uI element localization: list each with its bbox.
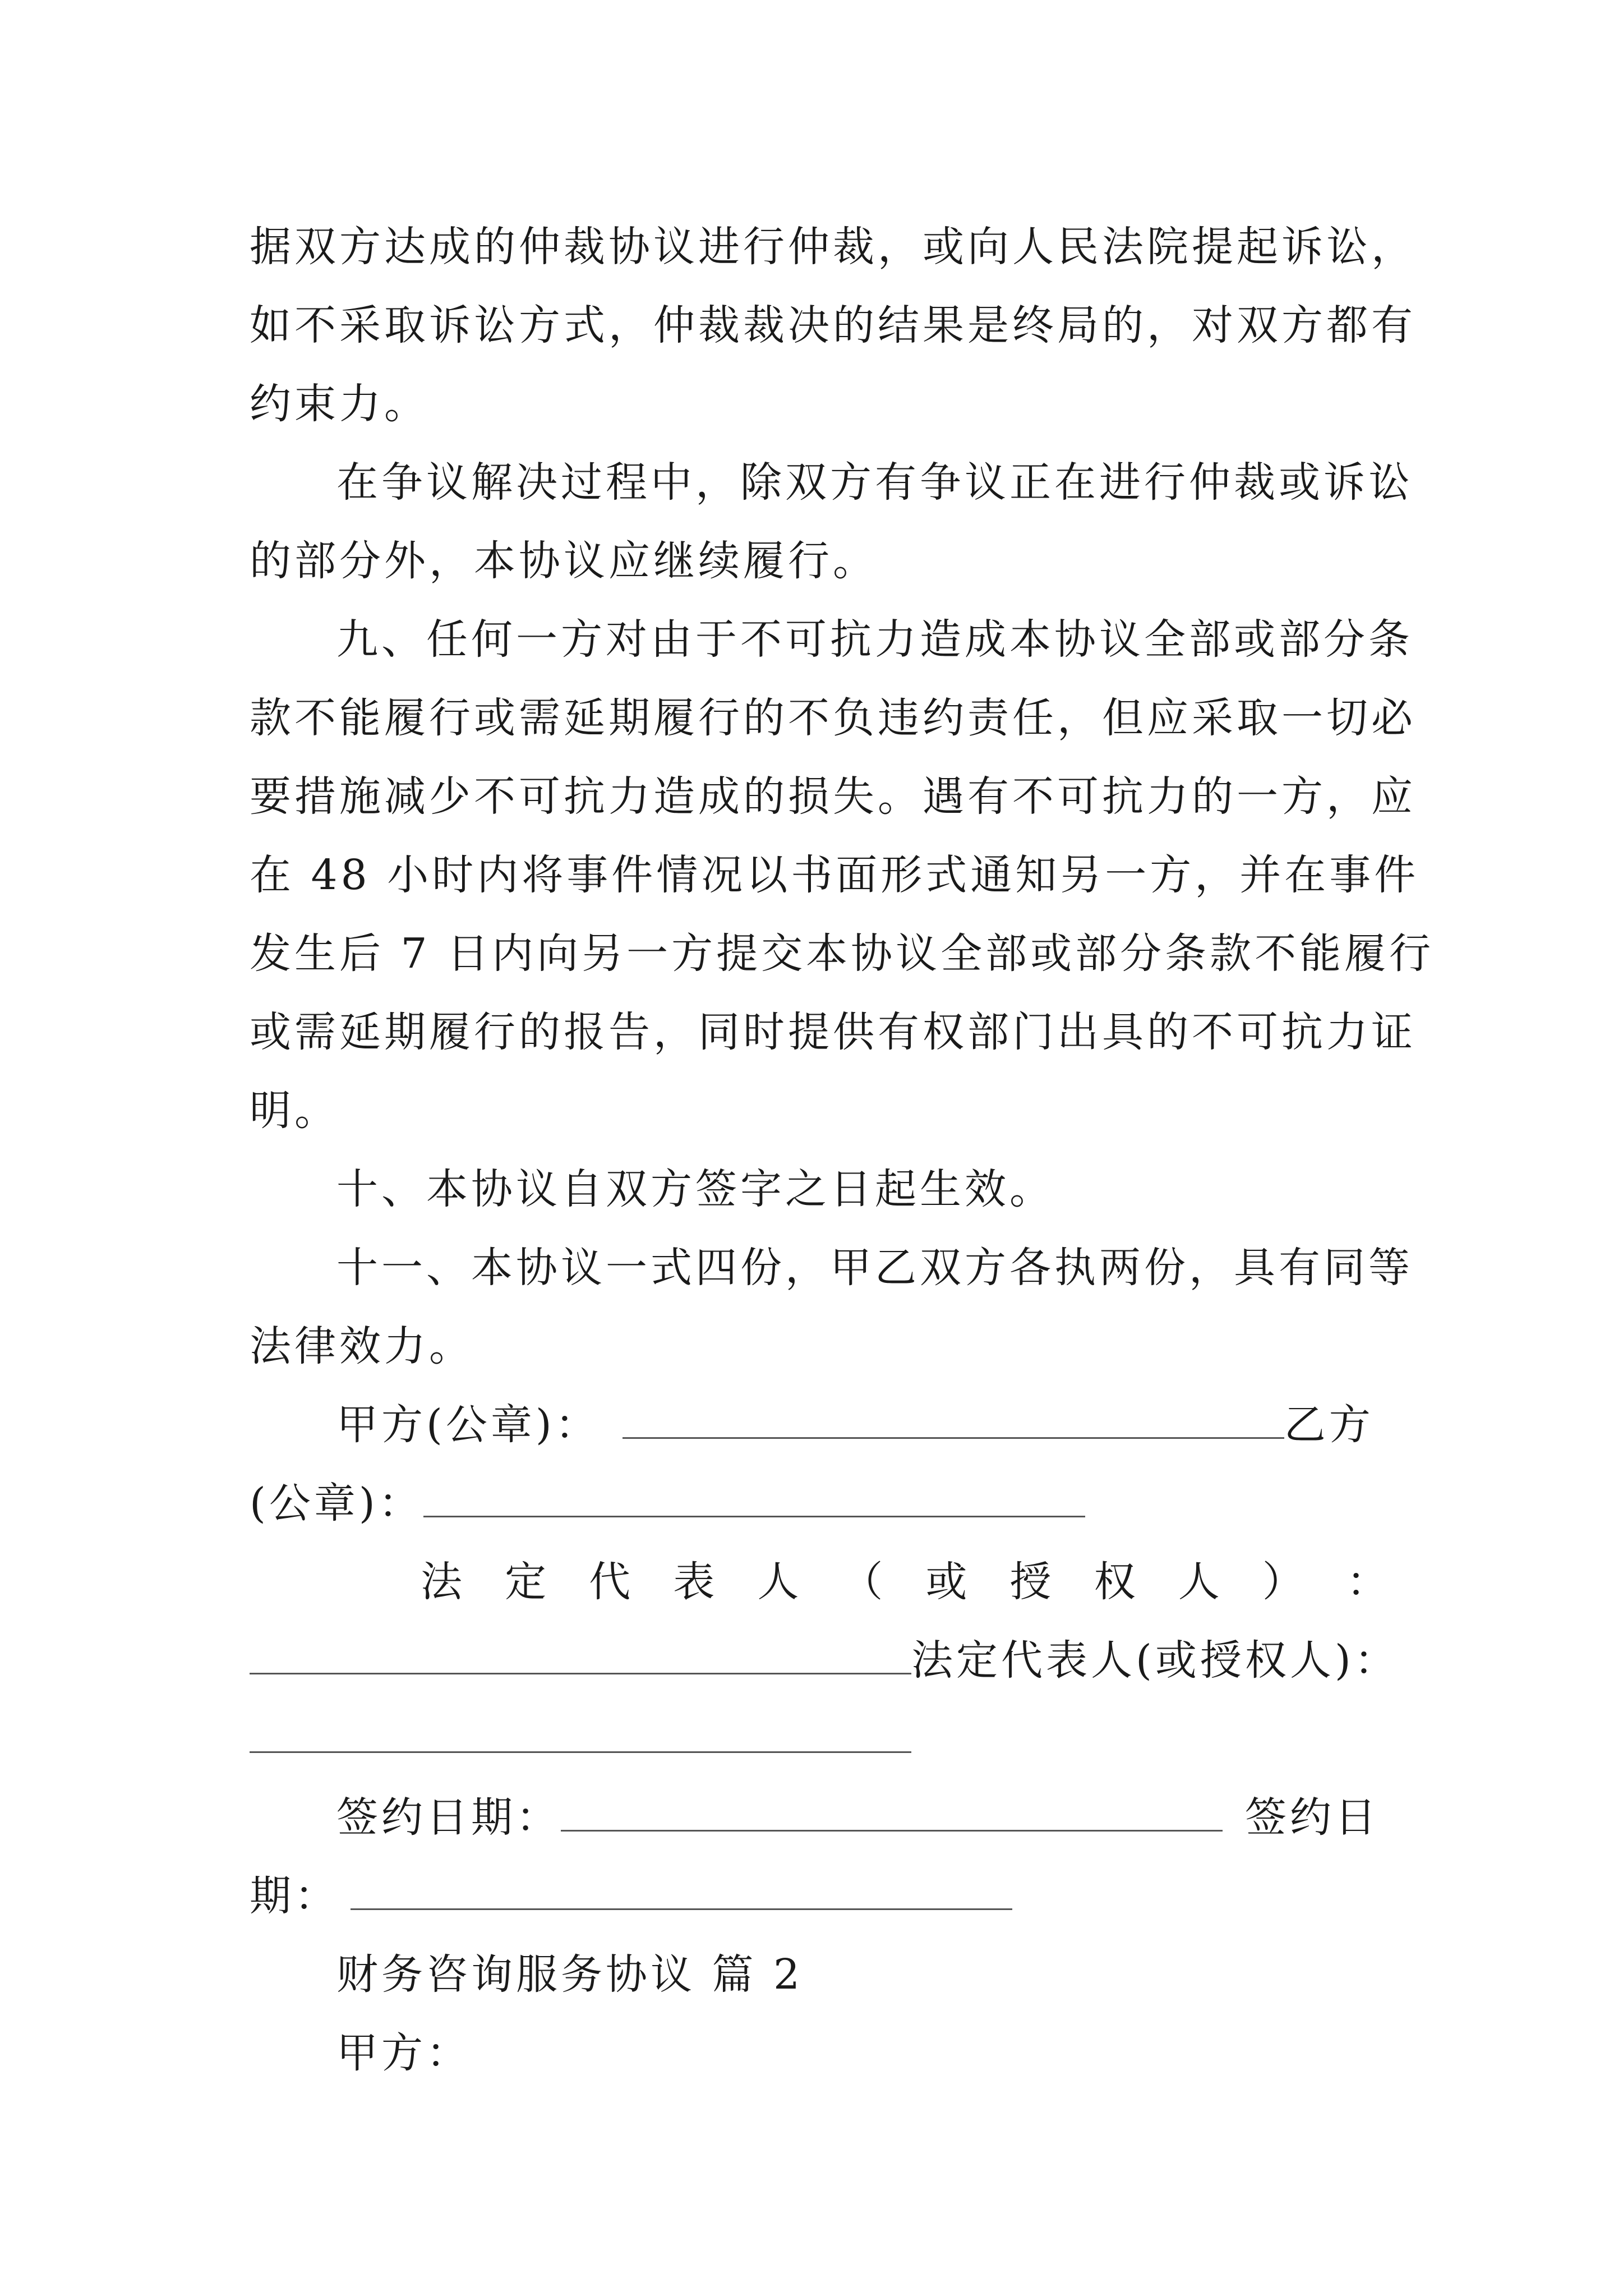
legal-rep-a-blank	[250, 1634, 911, 1674]
legal-rep-b-label: 法定代表人(或授权人)：	[911, 1636, 1399, 1685]
legal-rep-char: ：	[1346, 1558, 1388, 1606]
legal-rep-char: 代	[589, 1558, 631, 1606]
paragraph-line: 或需延期履行的报告，同时提供有权部门出具的不可抗力证	[250, 1008, 1416, 1056]
sign-date-a-label: 签约日期：	[336, 1793, 561, 1842]
legal-rep-a-label	[421, 1554, 1388, 1610]
paragraph-line: 要措施减少不可抗力造成的损失。遇有不可抗力的一方，应	[250, 772, 1416, 821]
party-a-heading: 甲方：	[336, 2029, 471, 2077]
signature-line-date-b	[250, 1868, 1388, 1924]
section-title: 财务咨询服务协议 篇 2	[336, 1950, 804, 1999]
legal-rep-char: 人	[757, 1558, 799, 1606]
paragraph-line: 在争议解决过程中，除双方有争议正在进行仲裁或诉讼	[336, 458, 1413, 507]
legal-rep-char: 法	[421, 1558, 462, 1606]
party-b-seal-label: (公章)：	[250, 1479, 423, 1527]
party-b-label: 乙方	[1284, 1401, 1374, 1449]
legal-rep-b-blank	[250, 1712, 911, 1753]
sign-date-b-blank	[351, 1869, 1012, 1910]
paragraph-line: 明。	[250, 1087, 339, 1135]
legal-rep-char: 人	[1178, 1558, 1220, 1606]
legal-rep-char: 表	[673, 1558, 715, 1606]
paragraph-line: 款不能履行或需延期履行的不负违约责任，但应采取一切必	[250, 694, 1416, 742]
paragraph-line: 十、本协议自双方签字之日起生效。	[336, 1165, 1054, 1213]
legal-rep-char: 定	[505, 1558, 547, 1606]
paragraph-line: 九、任何一方对由于不可抗力造成本协议全部或部分条	[336, 615, 1413, 664]
party-a-seal-label: 甲方(公章)：	[336, 1401, 600, 1449]
legal-rep-char: ）	[1262, 1558, 1304, 1606]
party-a-seal-blank	[623, 1398, 1284, 1439]
signature-line-date-a	[336, 1789, 1388, 1846]
paragraph-line: 如不采取诉讼方式，仲裁裁决的结果是终局的，对双方都有	[250, 301, 1416, 349]
signature-line-legal-rep-b	[250, 1711, 1388, 1767]
signature-line-party-a	[336, 1397, 1388, 1453]
paragraph-line: 的部分外，本协议应继续履行。	[250, 537, 878, 585]
paragraph-line: 法律效力。	[250, 1322, 474, 1370]
paragraph-line: 据双方达成的仲裁协议进行仲裁，或向人民法院提起诉讼，	[250, 223, 1416, 271]
legal-rep-char: 授	[1009, 1558, 1052, 1606]
legal-rep-char: 或	[925, 1558, 967, 1606]
party-b-seal-blank	[423, 1476, 1085, 1517]
legal-rep-char: （	[841, 1558, 883, 1606]
signature-line-legal-rep	[250, 1632, 1399, 1688]
sign-date-a-blank	[561, 1791, 1223, 1832]
paragraph-line: 在 48 小时内将事件情况以书面形式通知另一方，并在事件	[250, 851, 1419, 899]
legal-rep-char: 权	[1094, 1558, 1136, 1606]
sign-date-b-label: 签约日	[1245, 1793, 1380, 1842]
paragraph-line: 十一、本协议一式四份，甲乙双方各执两份，具有同等	[336, 1244, 1413, 1292]
paragraph-line: 约束力。	[250, 380, 429, 428]
sign-date-b-label-end: 期：	[250, 1872, 339, 1920]
paragraph-line: 发生后 7 日内向另一方提交本协议全部或部分条款不能履行	[250, 930, 1435, 978]
signature-line-party-b	[250, 1475, 1388, 1531]
